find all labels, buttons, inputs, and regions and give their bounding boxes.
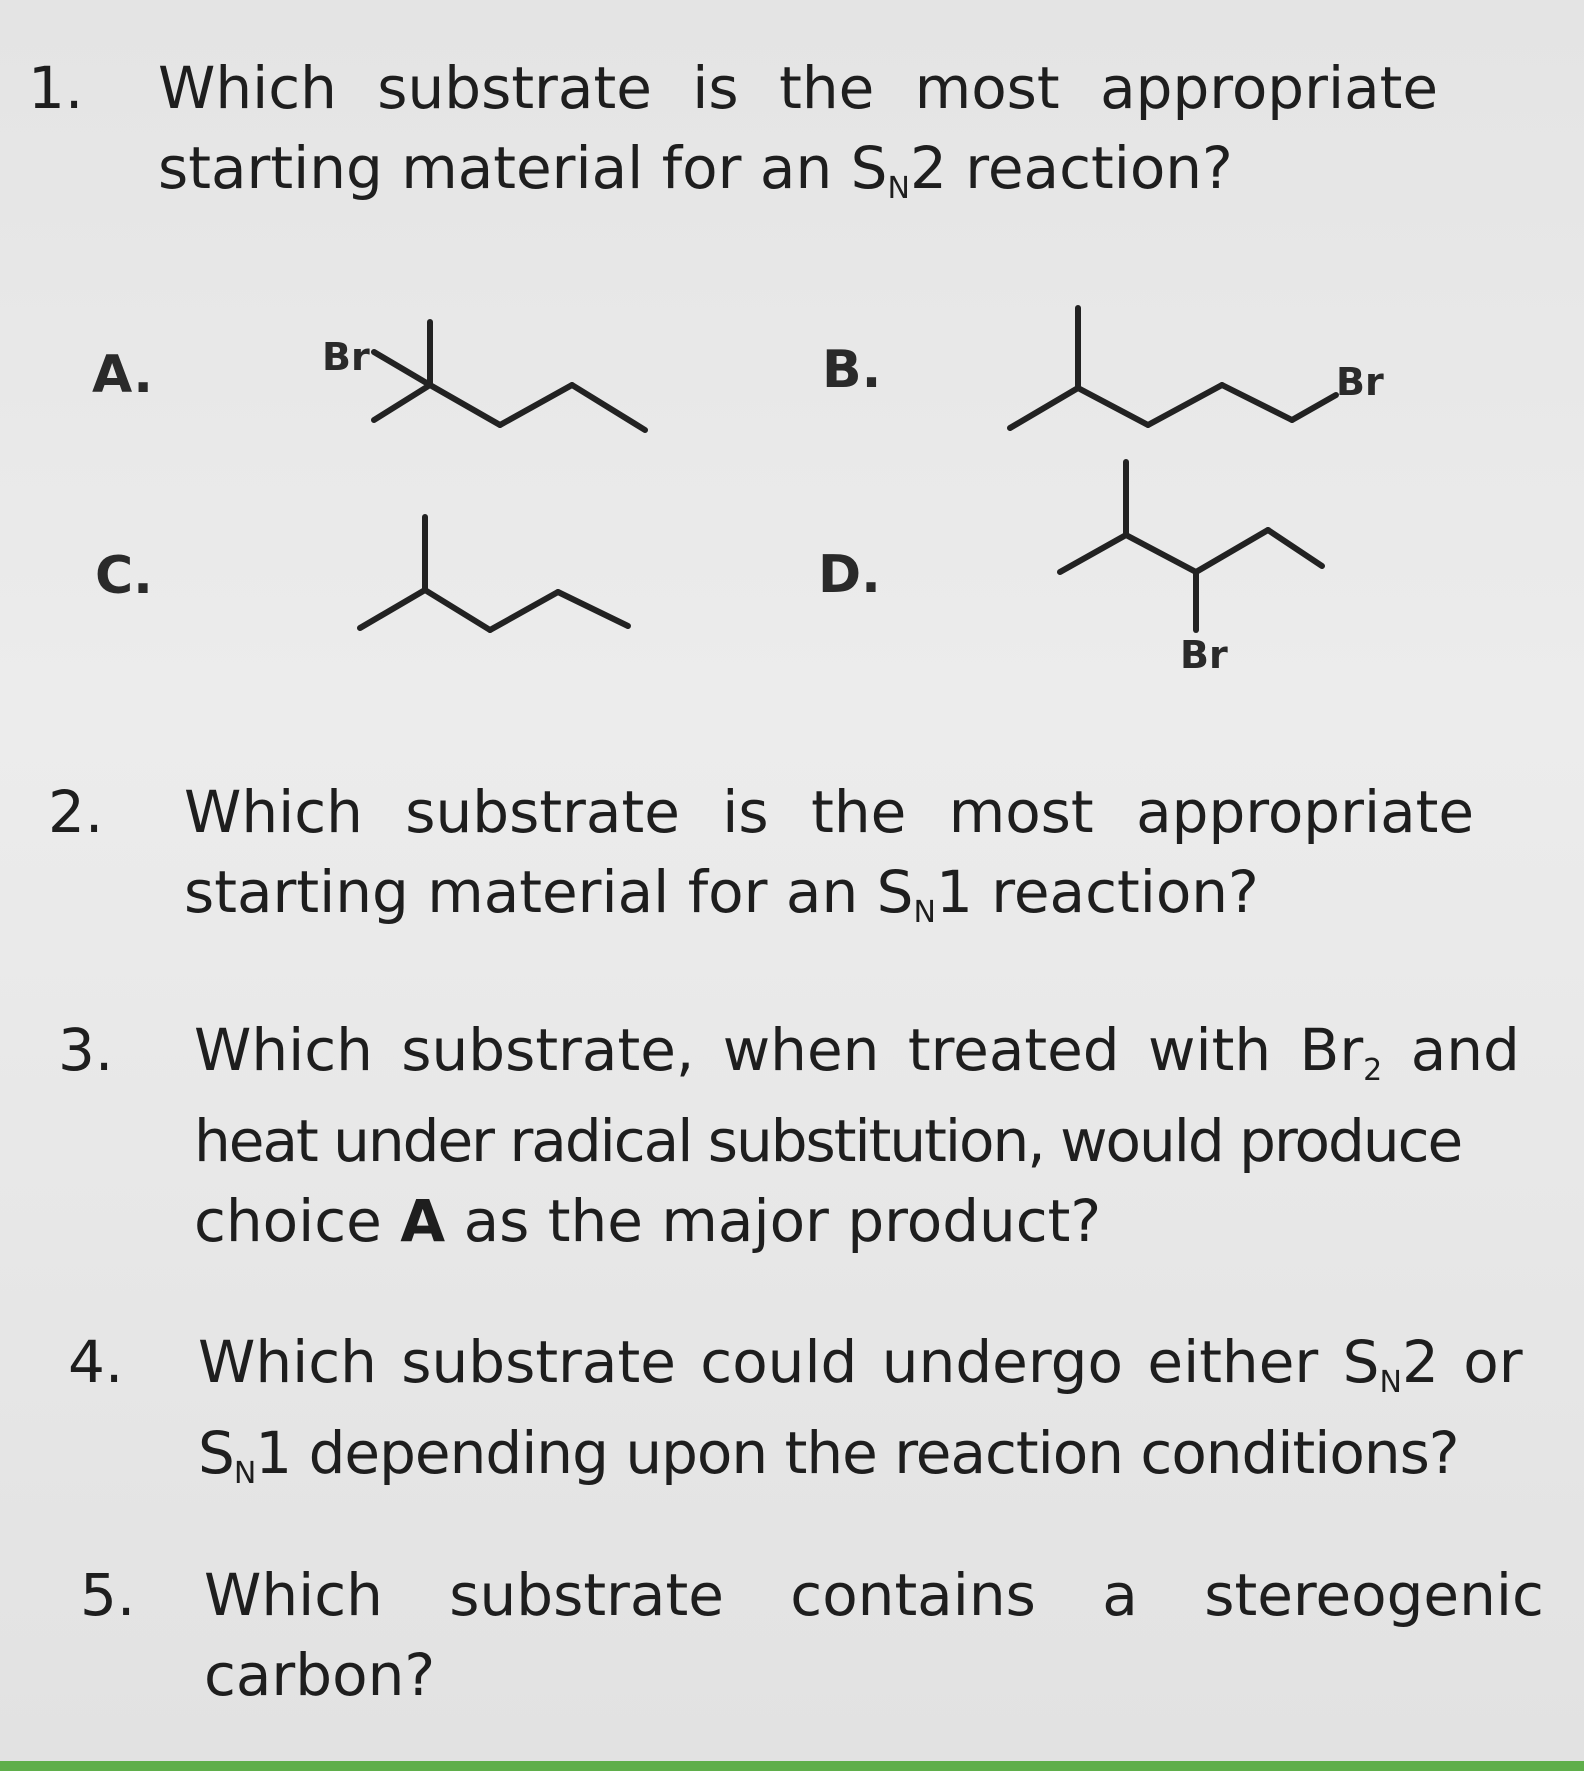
subscript: N [1379,1365,1402,1400]
subscript: N [887,171,910,206]
question-text-line: and [1382,1016,1520,1084]
bold-choice: A [400,1187,446,1255]
structure-d [1060,462,1322,677]
question-number: 3. [58,1016,114,1084]
question-number: 2. [48,778,104,846]
subscript: N [233,1456,256,1491]
question-text-line: 1 reaction? [935,858,1259,926]
question-text-line: starting material for an S [158,134,888,202]
question-text-line: Which substrate is the most appropriate [158,54,1439,122]
question-text-line: 1 depending upon the reaction conditions? [255,1419,1459,1487]
question-text-line: Which substrate is the most appropriate [184,778,1475,846]
question-number: 5. [80,1561,136,1629]
structure-a [322,322,645,430]
question-text-line: S [198,1419,234,1487]
structure-b [1010,308,1384,428]
option-label-d: D. [818,545,881,605]
question-text-line: 2 reaction? [909,134,1233,202]
question-text-line: Which substrate contains a stereogenic [204,1561,1544,1629]
screen-edge [0,1761,1584,1771]
subscript: N [913,895,936,930]
question-text-line: as the major product? [445,1187,1102,1255]
bromine-label-a: Br [322,335,370,379]
bromine-label-d: Br [1180,633,1228,677]
option-label-b: B. [822,340,882,400]
question-number: 1. [28,54,84,122]
question-text-line: 2 or [1401,1328,1523,1396]
question-text-line: carbon? [204,1641,436,1709]
option-label-a: A. [92,345,153,405]
question-number: 4. [68,1328,124,1396]
question-text-line: starting material for an S [184,858,914,926]
bromine-label-b: Br [1336,360,1384,404]
question-text-line: Which substrate could undergo either S [198,1328,1380,1396]
molecule-structures [0,0,1584,720]
subscript: 2 [1363,1053,1383,1088]
question-text-line: choice [194,1187,401,1255]
structure-c [360,517,628,630]
question-text-line: heat under radical substitution, would produce [194,1107,1462,1175]
option-label-c: C. [95,546,153,606]
question-text-line: Which substrate, when treated with Br [194,1016,1364,1084]
